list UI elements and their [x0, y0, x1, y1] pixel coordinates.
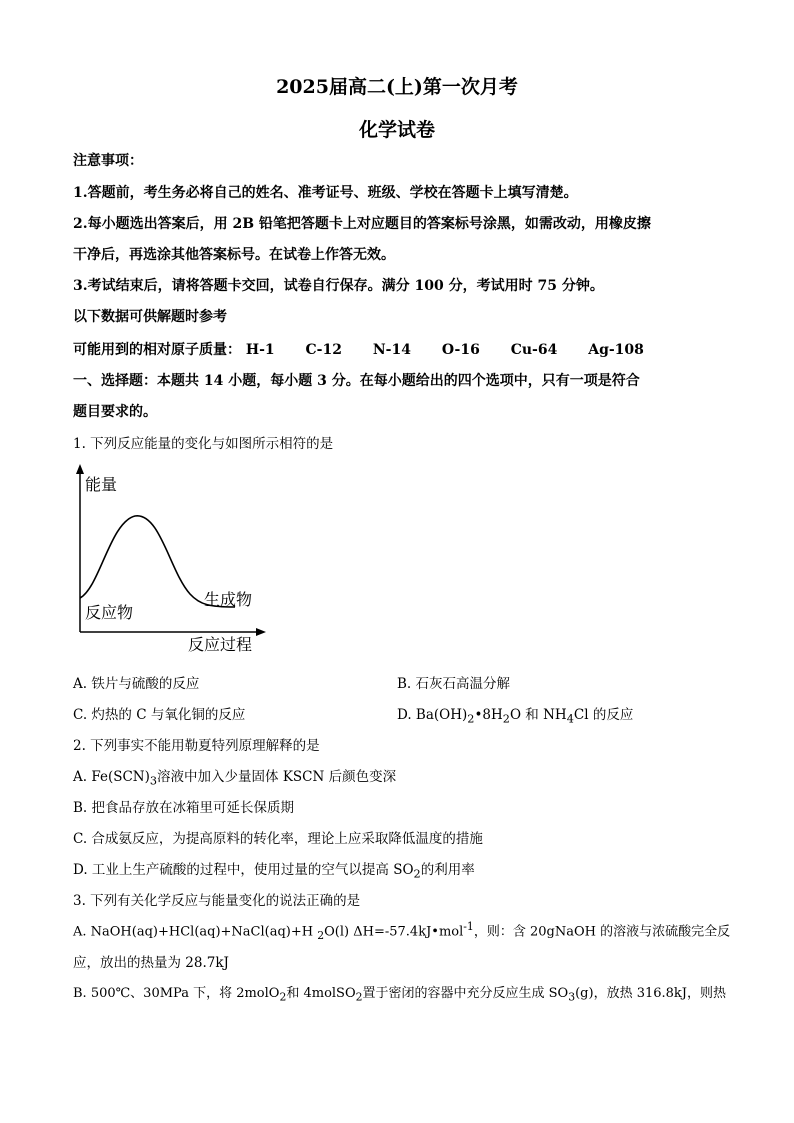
energy-diagram [70, 462, 270, 658]
note-item-3: 3.考试结束后，请将答题卡交回，试卷自行保存。满分 100 分，考试用时 75 分钟。 [73, 278, 604, 294]
question-3-option-a-line2: 应，放出的热量为 28.7kJ [73, 955, 229, 971]
section-heading-line1: 一、选择题：本题共 14 小题，每小题 3 分。在每小题给出的四个选项中，只有一项是符合 [73, 373, 640, 389]
atomic-mass-cu: Cu-64 [510, 342, 558, 358]
atomic-mass-o: O-16 [441, 342, 480, 358]
note-item-2-line2: 干净后，再选涂其他答案标号。在试卷上作答无效。 [73, 247, 395, 263]
atomic-mass-c: C-12 [305, 342, 342, 358]
atomic-mass-label: 可能用到的相对原子质量： [73, 342, 241, 358]
exam-subtitle: 化学试卷 [358, 119, 435, 141]
note-item-2-line1: 2.每小题选出答案后，用 2B 铅笔把答题卡上对应题目的答案标号涂黑，如需改动，用橡皮擦 [73, 216, 651, 232]
exam-title: 2025届高二(上)第一次月考 [276, 76, 518, 98]
question-1-stem: 1. 下列反应能量的变化与如图所示相符的是 [73, 436, 334, 452]
question-2-option-a: A. $Fe(SCN)_3$溶液中加入少量固体 KSCN 后颜色变深 [73, 769, 397, 788]
atomic-mass-ag: Ag-108 [588, 342, 644, 358]
energy-axis-label: 能量 [85, 475, 118, 494]
atomic-mass-n: N-14 [372, 342, 411, 358]
question-3-stem: 3. 下列有关化学反应与能量变化的说法正确的是 [73, 893, 361, 909]
atomic-mass-h: H-1 [245, 342, 275, 358]
question-1-option-a: A. 铁片与硫酸的反应 [73, 676, 200, 692]
section-heading-line2: 题目要求的。 [73, 404, 157, 420]
question-3-option-b-line1: B. 500℃、30MPa 下，将 2molO$_2$和 4molSO$_2$置于密闭的容器中充分反应生成 $SO_3(g)$，放热 316.8kJ，则热 [73, 986, 727, 1004]
question-2-option-c: C. 合成氨反应，为提高原料的转化率，理论上应采取降低温度的措施 [73, 831, 483, 847]
question-1-option-b: B. 石灰石高温分解 [397, 676, 511, 692]
product-label: 生成物 [204, 590, 253, 609]
reaction-progress-label: 反应过程 [188, 635, 253, 654]
atomic-mass-line [73, 339, 670, 359]
note-item-1: 1.答题前，考生务必将自己的姓名、准考证号、班级、学校在答题卡上填写清楚。 [73, 185, 578, 201]
question-2-option-b: B. 把食品存放在冰箱里可延长保质期 [73, 800, 295, 816]
question-1-option-c: C. 灼热的 C 与氧化铜的反应 [73, 707, 246, 723]
reference-note: 以下数据可供解题时参考 [73, 309, 227, 325]
reactant-label: 反应物 [85, 603, 134, 622]
question-2-stem: 2. 下列事实不能用勒夏特列原理解释的是 [73, 738, 320, 754]
question-1-option-d: D. $Ba(OH)_2•8H_2O$ 和 $NH_4Cl$ 的反应 [397, 707, 634, 726]
question-2-option-d: D. 工业上生产硫酸的过程中，使用过量的空气以提高 $SO_2$的利用率 [73, 862, 475, 881]
energy-axis-arrow-icon [76, 464, 84, 474]
progress-axis-arrow-icon [256, 628, 266, 636]
question-3-option-a-line1: A. NaOH(aq)+HCl(aq)+NaCl(aq)+H $_2$O(l) ΔH=-57.4kJ•mol$^{-1}$，则：含 20gNaOH 的溶液与浓硫酸完全反 [73, 920, 731, 942]
notes-heading: 注意事项： [73, 153, 143, 169]
